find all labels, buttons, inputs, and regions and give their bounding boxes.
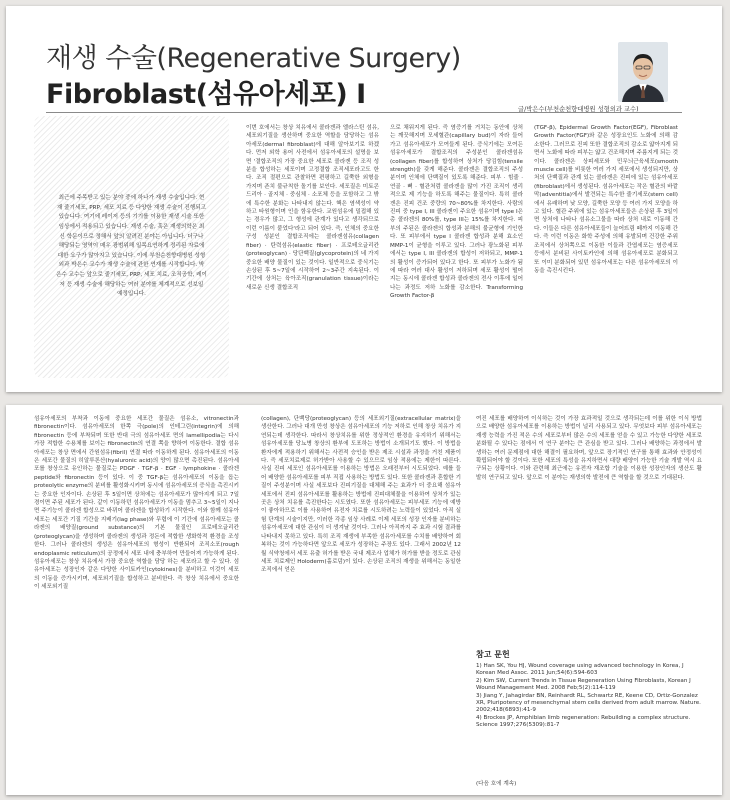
top-column-3: (TGF-β), Epidermal Growth Factor(EGF), Fibroblast Growth Factor(FGF)와 같은 성장요인도 노화에 의해 감소한다. 그러므로 진피 또한 결합조직의 감소로 얇아지게 되면서 노화에 따라 피부는 얇고 건조해지며 주름지게 되는 것이다. 콜라겐은 상피세포와 민무늬근육세포(smooth muscle cell)를 비롯한 여러 가지 세포에서 생성되지만, 상처의 단백질과 관계 있는 콜라겐은 진피에 있는 섬유아세포(fibroblast)에서 생성된다. 섬유아세포는 작은 혈관의 바깥막(adventitia)에서 발견되는 특수한 줄기세포(stem cell)에서 유래하며 낮 모양, 길쭉한 모양 등 여러 가지 모양을 하고 있다. 혈관 주위에 있는 섬유아세포들은 손상된 후 3일이면 상처에 나타나 섬유소그물을 따라 상처 내로 이동해 간다. 이들은 다른 섬유아세포들이 늘어뜨림 떼까지 이동해 간다. 즉 이런 이동은 화학 주성에 의해 유발되며 건강한 주위 조직에서 상처쪽으로 이동한 이들과 간엽세포는 염증세포 등에서 분비된 사이토카인에 의해 섬유아세포로 분화되고 또 이미 분화되어 있던 섬유아세포는 다른 섬유아세포의 이동을 촉진시킨다. (534, 125, 678, 274)
article-page-top (6, 6, 722, 392)
bottom-column-2: (collagen), 단백당(proteoglycan) 등의 세포외기질(extracellular matrix)을 생산한다. 그러나 대개 만성 창상은 섬유아세포의 기능 저하로 인해 창상 치유가 지연되는데 생각한다. 따라서 창상치유를 위한 정상적인 환경을 유지하기 위해서는 섬유아세포를 당뇨병 창상의 환부에 도포하는 방법이 소개되기도 했다. 이 방법을 환자에게 적용하기 위해서는 사전적 승인을 받은 제조 시설과 과정을 거친 제품이다. 즉 세포치료제로 허가받아 사용할 수 있으므로 임상 적용에는 제한이 따른다. 사실 진피 세포인 섬유아세포를 이용하는 방법은 오래전부터 시도되었다. 예를 들어 배양한 섬유아세포를 피부 직접 사용하는 방법도 있다. 또한 콜라겐과 혼합한 기질이 주성분이며 사실 세포보다 진피기질을 대체해 주는 효과가 더 중요해 섬유아세포에서 진피 섬유아세포를 활용하는 방법에 진피대체물을 이용하여 상처가 있는 곳은 상처 치유를 촉진한다는 시도였다. 또한 섬유아세포는 피부세포 기능에 예방이 좋아하므로 이를 사용하여 유전자 치료를 시도하려는 노력들이 있었다. 아직 실험 단계의 시술이지만, 이러한 각종 임상 사례로 이제 세포의 성장 인자를 분비하는 섬유아세포에 대한 관심이 더 생겨날 것이다. 그러나 아직까지 주 효과 시험 결과를 나타내지 못하고 있다. 특히 조직 재생에 부족한 섬유아세포를 수치를 배양하여 회복하는 것이 가능하다면 앞으로 세포가 성장하는 주장도 있다. 그래서 2002년 12월 식약청에서 세포 유출 허가를 받은 국내 제조사 업체가 허가를 받을 정도로 관심 세포 치료제인 Holoderm(홀로덤)이 있다. 손상된 조직의 재생을 위해서는 동일한 조직에서 얻은 (261, 416, 461, 574)
references-list (476, 663, 702, 730)
article-title-line1: 재생 수술(Regenerative Surgery) (46, 43, 461, 74)
top-column-2: 으로 채워지게 된다. 즉 염증기를 거치는 동안에 상처는 깨끗해지며 모세혈관(capillary bud)이 자라 들어가고 섬유아세포가 모여들게 된다. 증식기에는 모여든 섬유아세포가 결합조직의 주성분인 콜라겐섬유(collagen fiber)를 합성하여 상처가 당김힘(tensile strength)을 갖게 해준다. 콜라겐은 결합조직의 주성분이며 인체에 단백질이 있도록 해준다. 피부 · 힘줄 · 연골 · 뼈 · 혈관처럼 콜라겐을 많이 가진 조직이 생리적으로 제 기능을 하도록 해주는 물질이다. 특히 콜라겐은 진피 건조 중량의 70~80%를 차지한다. 사람의 진피 중 type I, III 콜라겐이 주요한 섬유이며 type I은 총 콜라겐의 80%를, type III는 15%를 차지한다. 피부의 주된은 콜라겐의 합성과 분해의 불균형에 기인한다. 또 피부에서 type I 콜라겐 합성과 분해 효소인 MMP-1이 균형을 이루고 있다. 그러나 광노화된 피부에서는 type I, III 콜라겐의 합성이 저하되고, MMP-1의 활성이 증가되어 있다고 한다. 또 피부가 노화가 됨에 따라 여러 대사 활성이 저하되며 세포 활성이 떨어지는 동시에 콜라겐 합성과 콜라겐의 전사 이후에 일어나는 과정도 저하 노화를 감소한다. Transforming Growth Factor-β (390, 125, 523, 300)
article-page-bottom (6, 405, 722, 795)
author-portrait (618, 42, 668, 102)
references-heading: 참고 문헌 (476, 650, 510, 659)
reference-item: 1) Han SK, You HJ, Wound coverage using advanced technology in Korea, J Korean Med Assoc. 2011 Jun;54(6):594-603 (476, 663, 684, 677)
author-byline: 글/박은수(부천순천향대병원 성형외과 교수) (518, 106, 639, 113)
reference-item: 4) Brockes JP, Amphibian limb regeneration: Rebuilding a complex structure. Science 1997;276(5309):81-7 (476, 714, 691, 729)
title-divider (46, 112, 682, 113)
continued-note: (다음 호에 계속) (476, 781, 517, 787)
bottom-column-3: 여진 세포를 배양하여 이식하는 것이 가장 효과적일 것으로 생각되는데 이를 위한 이식 방법으로 배양한 섬유아세포를 이용하는 방법이 널리 사용되고 있다. 무엇보다 피부 섬유아세포는 재생 능력을 가진 적은 수의 세포로부터 많은 수의 세포를 얻을 수 있고 가능한 다양한 세포로 분화될 수 있다는 점에서 이 연구 분야는 큰 관심을 받고 있다. 그러나 배양하는 과정에서 발생하는 여러 문제점에 대한 해결이 필요하며, 앞으로 장기적인 연구를 통해 효과와 안정성이 확립되어야 할 것이다. 또한 세포의 특성을 유지하면서 대량 배양이 가능한 기술 개발 역시 요구되는 상황이다. 이와 관련해 최근에는 유전자 재조합 기술을 이용한 성장인자의 생산도 활발히 연구되고 있다. 앞으로 이 분야는 재생의학 발전에 큰 역할을 할 것으로 기대된다. (476, 416, 702, 481)
reference-item: 2) Kim SW, Current Trends in Tissue Regeneration Using Fibroblasts, Korean J Wound Management Med. 2008 Feb;5(2):114-119 (476, 677, 691, 692)
references-section (476, 649, 702, 730)
bottom-column-1: 섬유아세포의 부착과 이동에 중요한 세포간 물질은 섬유소, vitronectin과 fibronectin이다. 섬유아세포의 한쪽 극(pole)의 인테그린(integrin)에 의해 fibronectin 등에 부착되며 또한 반대 극의 섬유아세포 면의 lamellipodia는 다시 가장 적합한 수용체를 보이는 fibronectin의 연결 쪽을 향하여 이동한다. 결합 섬유아세포는 창상 면에서 간원섬유(fibril) 연결 따라 이동하게 된다. 섬유아세포의 이동은 세포간 물질의 히알루론산(hyaluronic acid)의 양이 많으면 촉진된다. 섬유아세포를 창상으로 유인하는 물질로는 PDGF · TGF-β · EGF · lymphokine · 콜라겐 peptide와 fibronectin 등이 있다. 이 중 TGF-β는 섬유아세포의 이동을 돕는 proteolytic enzyme의 분비를 활성화시키며 동시에 섬유아세포의 증식을 촉진시키는 중요한 인자이다. 손상된 후 5일이면 상처에는 섬유아세포가 많아지게 되고 7일 경이면 주된 세포가 된다. 같이 이동하던 섬유아세포가 이동을 멈추고 3~5일이 지나면 주기능이 콜라겐 합성으로 바뀌어 콜라겐을 합성하기 시작한다. 이와 함께 섬유아세포는 세포간 기질 기간을 지배기(lag phase)와 무렵에 이 기간에 섬유아세포는 콜라겐의 배양질(ground substance)의 기본 물질인 프로테오글리칸(proteoglycan)을 생성하며 콜라겐의 생성과 정돈에 적합한 생화학적 환경을 조성한다. 그러나 콜라겐의 생성은 섬유아세포의 형성이 반환되어 조직소포(rough endoplasmic reticulum)의 공정에서 세포 내에 충부하여 만들어져 가능하게 된다. 섬유아세포는 창상 치유에서 가장 중요한 역할을 담당 하는 세포라고 할 수 있다. 섬유아세포는 성장인자 같은 다양한 사이토카인(cytokines)을 분비하고 이것이 세포의 이동을 증가시키며, 세포외기질을 합성하고 분비한다. 즉 창상 치유에서 중요한 이 세포외기질 (34, 416, 239, 591)
article-title-line2: Fibroblast(섬유아세포) I (46, 79, 366, 110)
series-intro-box (34, 116, 229, 378)
reference-item: 3) Jiang Y, Jahagirdar BN, Reinhardt RL, Schwartz RE, Keene CD, Ortiz-Gonzalez XR, Pluripotency of mesenchymal stem cells derived from adult marrow. Nature. 2002;418(6893):41-9 (476, 692, 701, 714)
series-intro-text: 최근에 주목받고 있는 분야 중에 하나가 재생 수술입니다. 현재 줄기세포, PRP, 세포 치료 등 다양한 재생 수술이 진행되고 있습니다. 여기에 레이저 등의 기기를 이용한 재생 시술 또한 임상에서 적용되고 있습니다. 재생 수술, 혹은 재생의학은 최신 학문이므로 정해서 앞의 알려진 분야는 아닙니다. 더구나 해당되는 영역이 매우 광범위해 일목요연하게 정리된 자료에 대한 요구가 많아지고 있습니다. 이에 부천순천향대병원 성형외과 박은수 교수가 재생 수술에 관한 연재를 시작합니다. 박은수 교수는 앞으로 줄기세포, PRP, 세포 치료, 조직공학, 레이저 등 재생 수술에 해당하는 여러 분야를 체계적으로 선보일 예정입니다. (56, 195, 207, 298)
top-column-1: 이번 호에서는 창상 치유에서 콜라겐과 엘라스틴 섬유, 세포외기질을 생산하며 중요한 역할을 담당하는 섬유아세포(dermal fibroblast)에 대해 알아보기로 하겠다. 먼저 외학 용어 사전에서 섬유아세포의 설명을 보면 '결합조직의 가장 중요한 세포로 콜라겐 등 조직 성분을 합성하는 세포이며 고정결합 조직세포라고도 한다. 조직 절편으로 관찰하면 편평하고 길쭉한 외형을 가지며 존치 불규칙한 돌기를 보인다. 세포질은 미토콘드리아 · 골지체 · 중심체 · 소포체 등을 포함하고 그 밖에 특수한 분화는 나타내지 않는다. 핵은 염색성이 약하고 타원형이며 인을 함유한다. 교원섬유에 밀접해 있는 경우가 많고, 그 형성에 관계가 있다고 생각되므로 이런 이름이 붙었다'라고 되어 있다. 즉, 인체의 중요한 구성 성분인 결합조직에는 콜라겐섬유(collagen fiber) · 탄력섬유(elastic fiber) · 프로테오글리칸(proteoglycan) · 당단백질(glycoprotein)의 네 가지 중요한 배양 물질이 있는 것이다. 일반적으로 중식기는 손상된 후 5~7일에 시작하여 2~3주간 지속된다. 이 기간에 상처는 육아조직(granulation tissue)이라는 새로운 신생 결합조직 (246, 125, 379, 291)
